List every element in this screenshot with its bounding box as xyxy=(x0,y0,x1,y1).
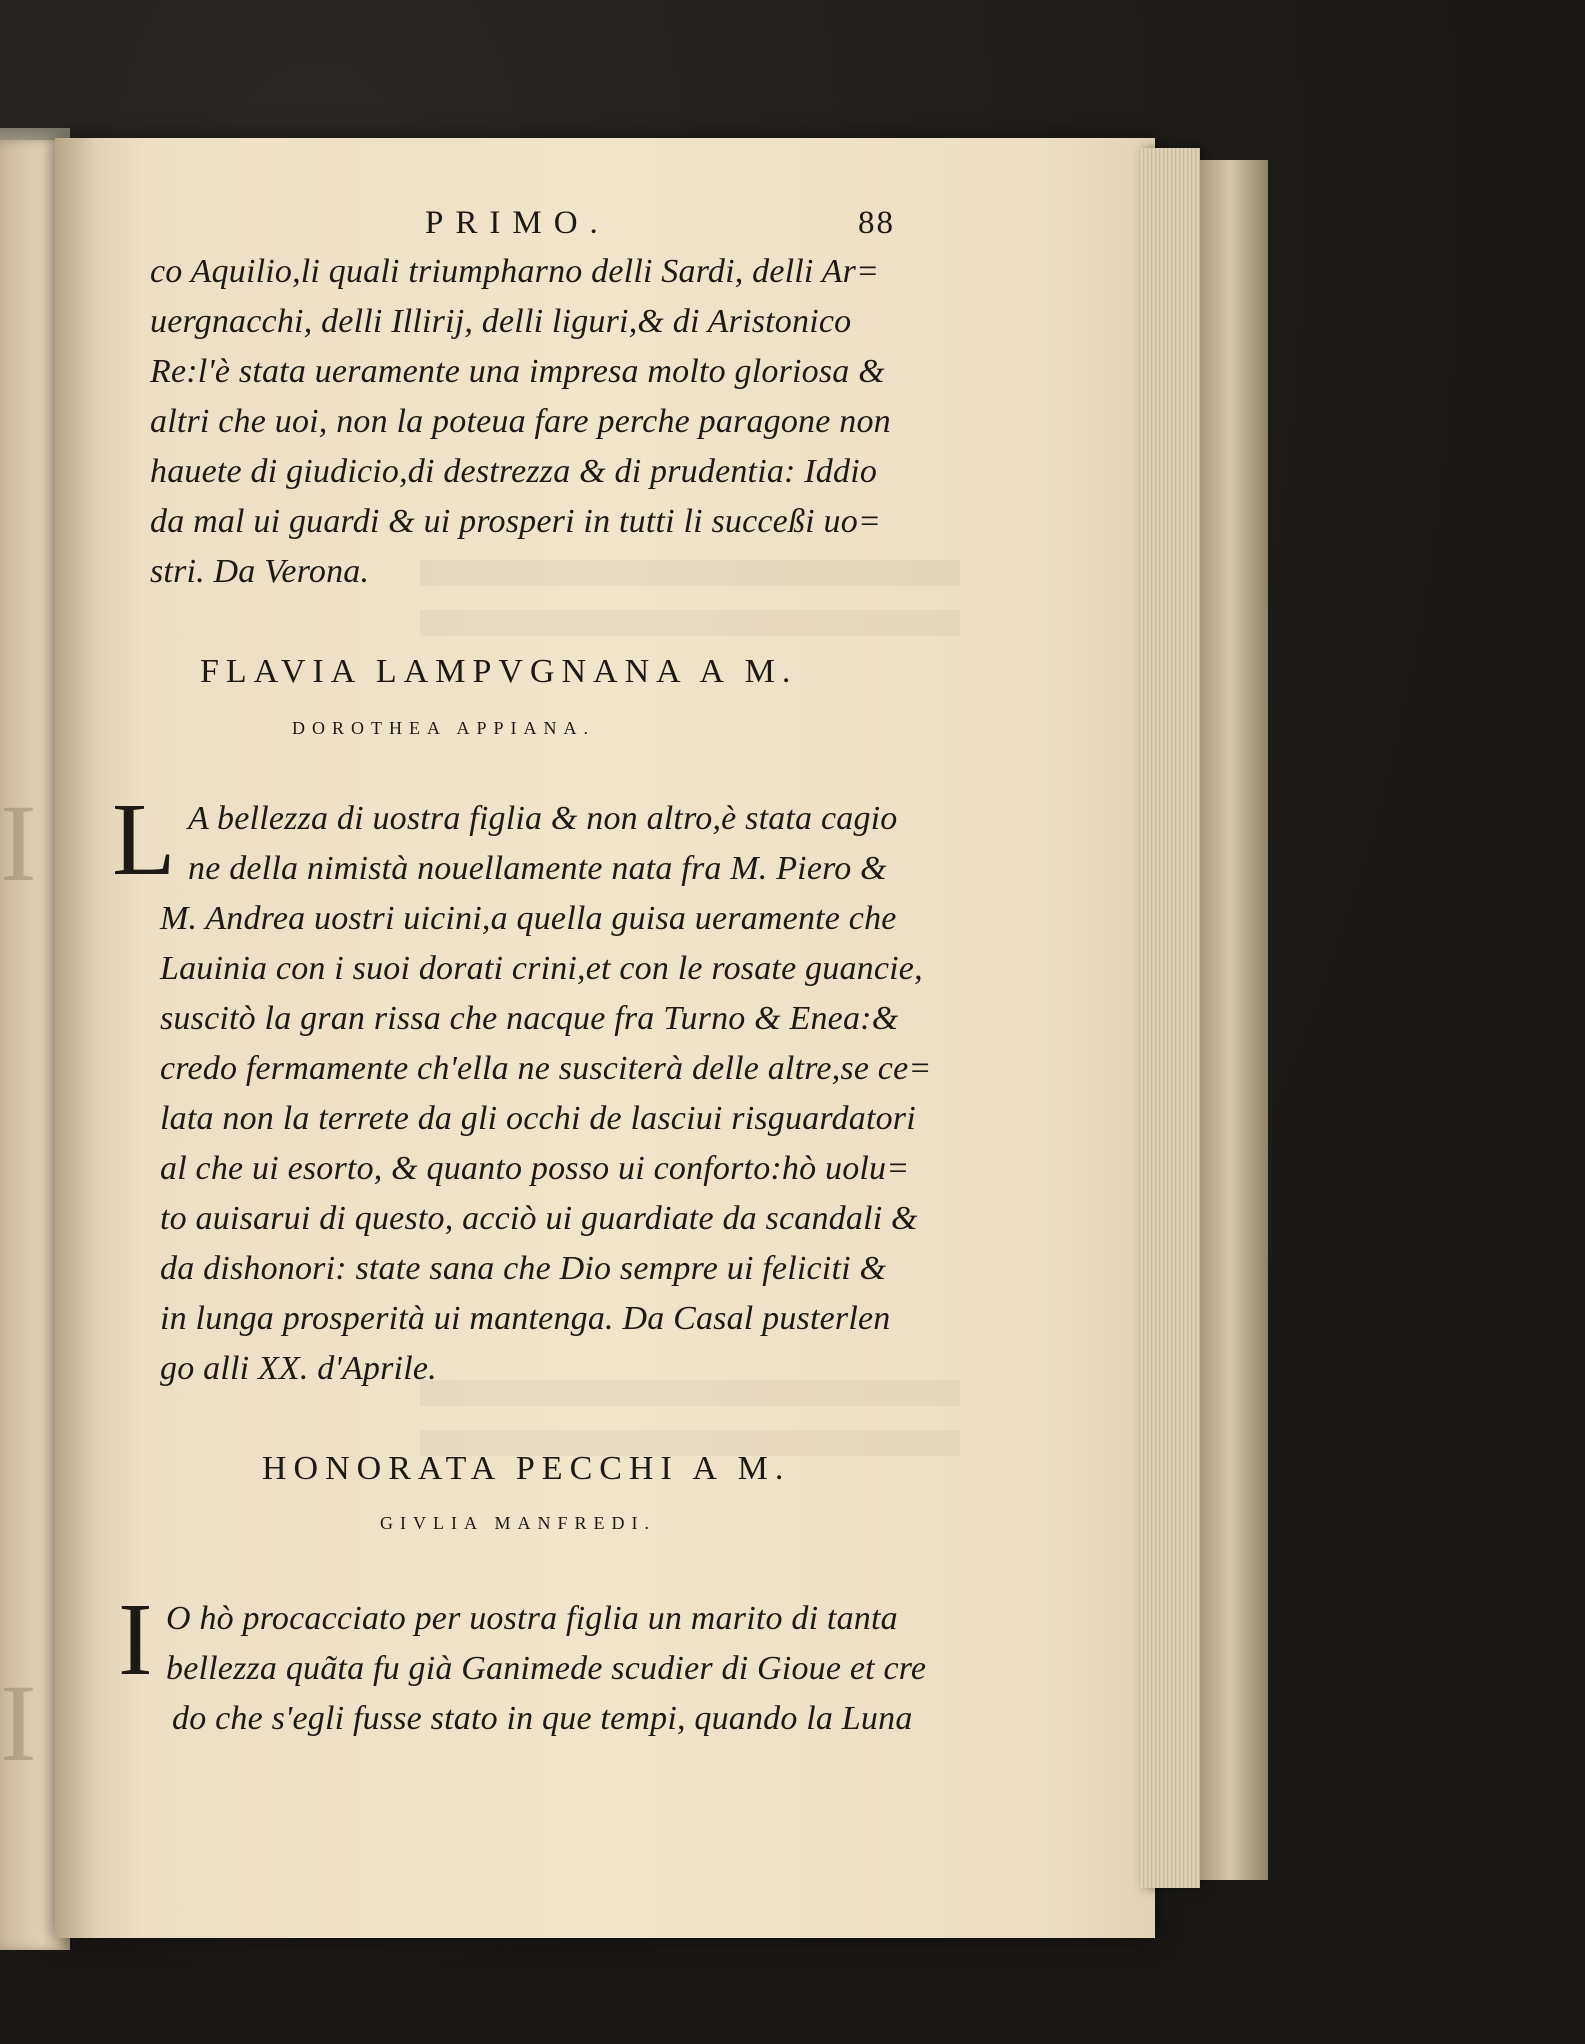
show-through-shadow xyxy=(420,560,960,586)
drop-capital: L xyxy=(112,782,176,897)
text-line: stri. Da Verona. xyxy=(150,553,370,590)
text-line: do che s'egli fusse stato in que tempi, quando la Luna xyxy=(172,1700,913,1737)
show-through-shadow xyxy=(420,610,960,636)
text-line: M. Andrea uostri uicini,a quella guisa ueramente che xyxy=(160,900,897,937)
text-line: A bellezza di uostra figlia & non altro,è stata cagio xyxy=(188,800,898,837)
page-gutter xyxy=(55,138,95,1938)
book-cover-edge xyxy=(1200,160,1268,1880)
letter-subheading: GIVLIA MANFREDI. xyxy=(380,1513,656,1533)
text-line: uergnacchi, delli Illirij, delli liguri,& di Aristonico xyxy=(150,303,852,340)
text-line: da mal ui guardi & ui prosperi in tutti li succeßi uo= xyxy=(150,503,882,540)
drop-capital: I xyxy=(118,1582,153,1697)
text-line: da dishonori: state sana che Dio sempre ui feliciti & xyxy=(160,1250,887,1287)
text-line: in lunga prosperità ui mantenga. Da Casal pusterlen xyxy=(160,1300,891,1337)
text-line: Re:l'è stata ueramente una impresa molto gloriosa & xyxy=(150,353,885,390)
text-line: O hò procacciato per uostra figlia un marito di tanta xyxy=(166,1600,898,1637)
text-line: credo fermamente ch'ella ne susciterà delle altre,se ce= xyxy=(160,1050,932,1087)
facing-page-letter-shadow: I xyxy=(0,782,37,904)
text-line: bellezza quãta fu già Ganimede scudier di Gioue et cre xyxy=(166,1650,927,1687)
text-line: to auisarui di questo, acciò ui guardiate da scandali & xyxy=(160,1200,918,1237)
show-through-shadow xyxy=(420,1380,960,1406)
letter-heading: HONORATA PECCHI A M. xyxy=(262,1450,791,1487)
letter-subheading: DOROTHEA APPIANA. xyxy=(292,718,596,738)
text-line: co Aquilio,li quali triumpharno delli Sardi, delli Ar= xyxy=(150,253,880,290)
page-number: 88 xyxy=(858,205,895,241)
text-line: suscitò la gran rissa che nacque fra Turno & Enea:& xyxy=(160,1000,899,1037)
text-line: go alli XX. d'Aprile. xyxy=(160,1350,437,1387)
running-head-title: PRIMO. xyxy=(425,205,610,241)
facing-page-letter-shadow: I xyxy=(0,1662,37,1784)
running-head xyxy=(425,205,895,247)
letter-heading: FLAVIA LAMPVGNANA A M. xyxy=(200,653,798,690)
text-line: altri che uoi, non la poteua fare perche paragone non xyxy=(150,403,891,440)
page-block-edge xyxy=(1140,148,1200,1888)
text-line: lata non la terrete da gli occhi de lasciui risguardatori xyxy=(160,1100,916,1137)
text-line: hauete di giudicio,di destrezza & di prudentia: Iddio xyxy=(150,453,878,490)
text-line: ne della nimistà nouellamente nata fra M. Piero & xyxy=(188,850,887,887)
text-line: al che ui esorto, & quanto posso ui conforto:hò uolu= xyxy=(160,1150,910,1187)
text-line: Lauinia con i suoi dorati crini,et con le rosate guancie, xyxy=(160,950,923,987)
